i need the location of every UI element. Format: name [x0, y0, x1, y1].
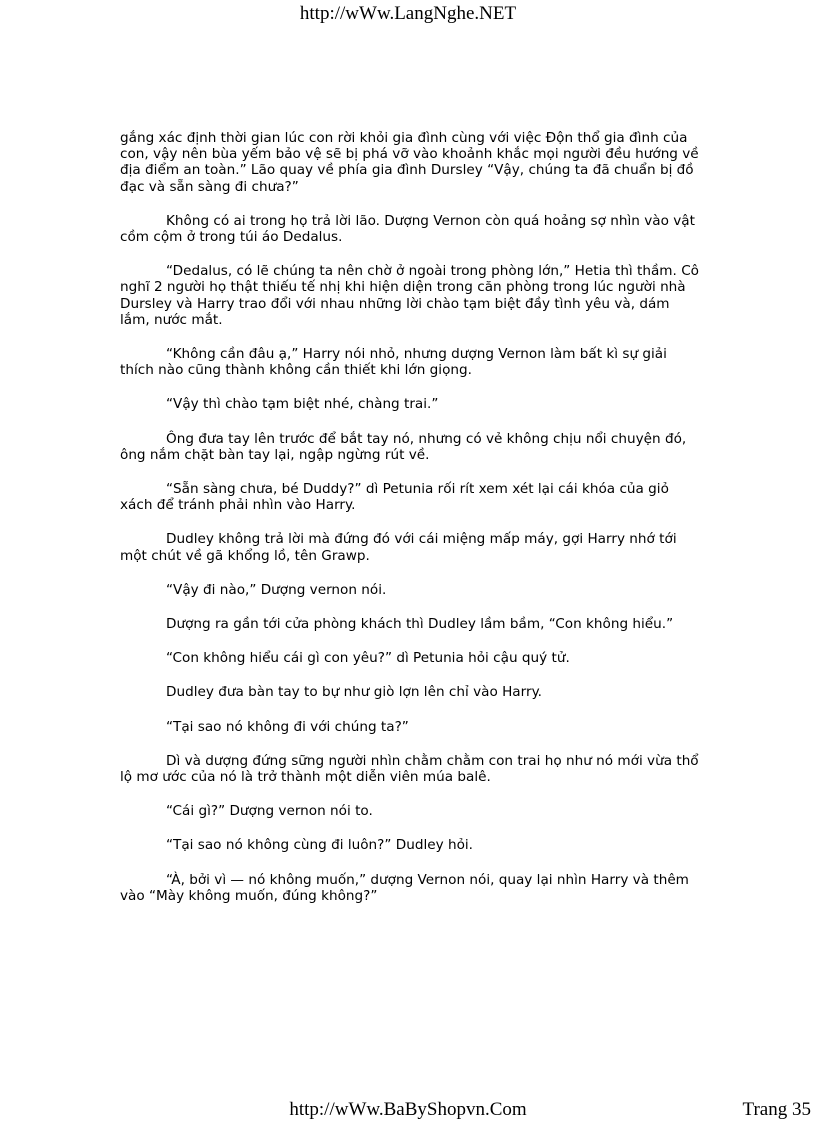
- paragraph: “Vậy thì chào tạm biệt nhé, chàng trai.”: [166, 396, 439, 413]
- page-number: Trang 35: [742, 1099, 811, 1120]
- footer-url: http://wWw.BaByShopvn.Com: [289, 1099, 527, 1120]
- page-body: [120, 130, 700, 922]
- paragraph: “À, bởi vì — nó không muốn,” dượng Vernon nói, quay lại nhìn Harry và thêm vào “Mày không muốn, đúng không?”: [120, 871, 689, 904]
- paragraph: Dượng ra gần tới cửa phòng khách thì Dudley lầm bầm, “Con không hiểu.”: [166, 616, 674, 633]
- paragraph: Ông đưa tay lên trước để bắt tay nó, nhưng có vẻ không chịu nổi chuyện đó, ông nắm chặt bàn tay lại, ngập ngừng rút về.: [120, 430, 687, 463]
- paragraph: gắng xác định thời gian lúc con rời khỏi gia đình cùng với việc Độn thổ gia đình của con, vậy nên bùa yếm bảo vệ sẽ bị phá vỡ vào khoảnh khắc mọi người đều hướng về địa điểm an toàn.” Lão quay về phía gia đình Dursley “Vậy, chúng ta đã chuẩn bị đồ đạc và sẵn sàng đi chưa?”: [120, 130, 699, 195]
- paragraph: “Tại sao nó không đi với chúng ta?”: [166, 718, 409, 735]
- paragraph: “Vậy đi nào,” Dượng vernon nói.: [166, 581, 387, 598]
- paragraph: “Không cần đâu ạ,” Harry nói nhỏ, nhưng dượng Vernon làm bất kì sự giải thích nào cũng thành không cần thiết khi lớn giọng.: [120, 346, 667, 379]
- paragraph: “Con không hiểu cái gì con yêu?” dì Petunia hỏi cậu quý tử.: [166, 650, 570, 667]
- paragraph: “Cái gì?” Dượng vernon nói to.: [166, 803, 373, 820]
- header-url: http://wWw.LangNghe.NET: [299, 3, 517, 24]
- paragraph: “Tại sao nó không cùng đi luôn?” Dudley hỏi.: [166, 837, 473, 854]
- paragraph: “Dedalus, có lẽ chúng ta nên chờ ở ngoài trong phòng lớn,” Hetia thì thầm. Cô nghĩ 2 người họ thật thiếu tế nhị khi hiện diện trong căn phòng trong lúc người nhà Dursley và Harry trao đổi với nhau những lời chào tạm biệt đầy tình yêu và, dám lắm, nước mắt.: [120, 263, 700, 328]
- paragraph: “Sẵn sàng chưa, bé Duddy?” dì Petunia rối rít xem xét lại cái khóa của giỏ xách để tránh phải nhìn vào Harry.: [120, 481, 669, 514]
- paragraph: Dì và dượng đứng sững người nhìn chằm chằm con trai họ như nó mới vừa thổ lộ mơ ước của nó là trở thành một diễn viên múa balê.: [120, 752, 699, 786]
- paragraph: Không có ai trong họ trả lời lão. Dượng Vernon còn quá hoảng sợ nhìn vào vật cồm cộm ở trong túi áo Dedalus.: [120, 212, 695, 246]
- paragraph: Dudley đưa bàn tay to bự như giò lợn lên chỉ vào Harry.: [166, 684, 543, 701]
- paragraph: Dudley không trả lời mà đứng đó với cái miệng mấp máy, gợi Harry nhớ tới một chút về gã khổng lồ, tên Grawp.: [120, 531, 677, 564]
